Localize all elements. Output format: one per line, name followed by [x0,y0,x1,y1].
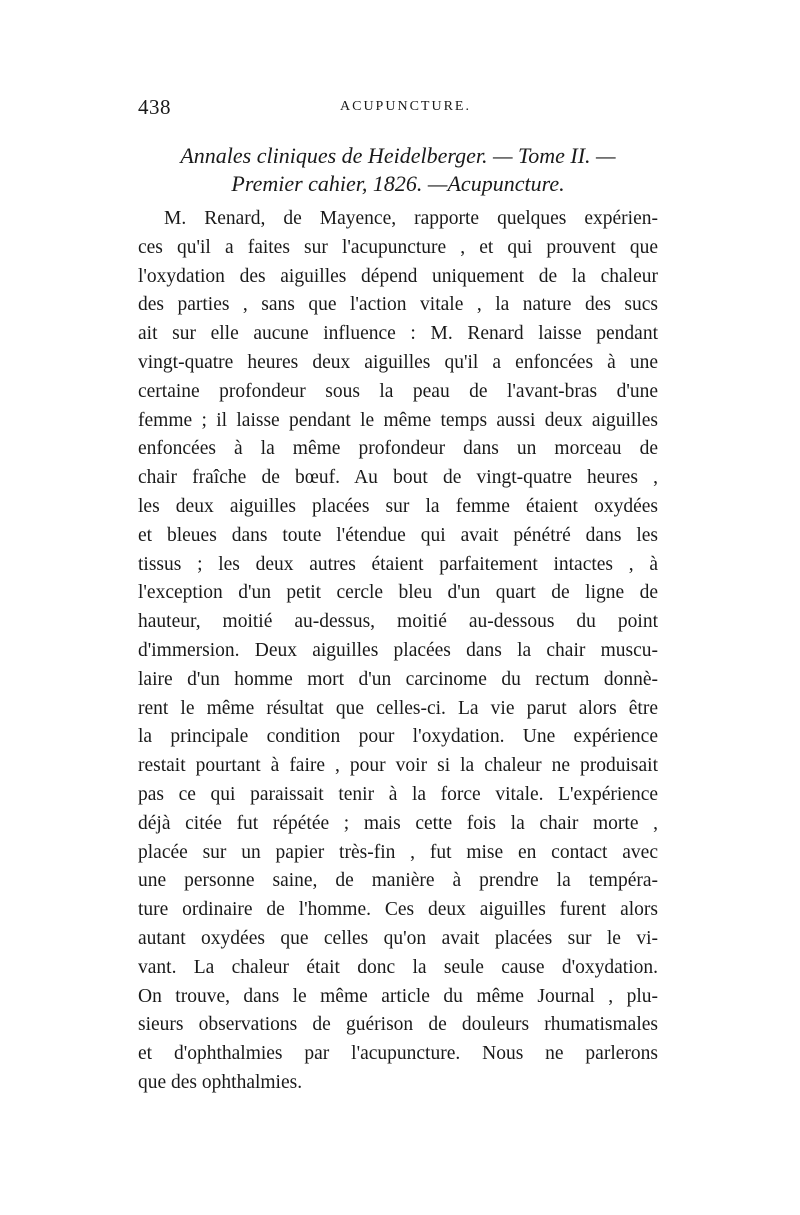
text-line: M. Renard, de Mayence, rapporte quelques expérien- [164,208,658,229]
text-line: les deux aiguilles placées sur la femme étaient oxydées [138,495,658,517]
text-line: déjà citée fut répétée ; mais cette fois la chair morte , [138,812,658,834]
text-line: chair fraîche de bœuf. Au bout de vingt-quatre heures , [138,467,658,489]
text-line: des parties , sans que l'action vitale , la nature des sucs [138,294,658,316]
text-line: autant oxydées que celles qu'on avait placées sur le vi- [138,927,658,949]
text-line: vingt-quatre heures deux aiguilles qu'il a enfoncées à une [138,351,658,373]
text-line: restait pourtant à faire , pour voir si la chaleur ne produisait [138,755,658,777]
journal-citation [138,142,658,198]
citation-line: Annales cliniques de Heidelberger. — Tome II. — [180,143,616,168]
text-line: hauteur, moitié au-dessus, moitié au-dessous du point [138,611,658,633]
page-number: 438 [138,95,171,119]
running-title: ACUPUNCTURE. [340,99,471,114]
text-line: et d'ophthalmies par l'acupuncture. Nous ne parlerons [138,1043,658,1065]
text-line: ture ordinaire de l'homme. Ces deux aiguilles furent alors [138,899,658,921]
text-line: pas ce qui paraissait tenir à la force vitale. L'expérience [138,783,658,805]
running-head [138,95,658,123]
text-line: tissus ; les deux autres étaient parfaitement intactes , à [138,553,658,575]
text-line: l'oxydation des aiguilles dépend uniquement de la chaleur [138,265,658,287]
text-line: laire d'un homme mort d'un carcinome du rectum donnè- [138,668,658,690]
text-line: d'immersion. Deux aiguilles placées dans la chair muscu- [138,639,658,661]
text-line: la principale condition pour l'oxydation. Une expérience [138,726,658,748]
text-line: vant. La chaleur était donc la seule cause d'oxydation. [138,956,658,978]
text-line: ces qu'il a faites sur l'acupuncture , et qui prouvent que [138,236,658,258]
text-line: sieurs observations de guérison de douleurs rhumatismales [138,1014,658,1036]
text-line: On trouve, dans le même article du même Journal , plu- [138,985,658,1007]
text-line: une personne saine, de manière à prendre la tempéra- [138,870,658,892]
citation-line: Premier cahier, 1826. —Acupuncture. [231,171,565,196]
text-line: que des ophthalmies. [138,1071,303,1093]
text-line: femme ; il laisse pendant le même temps aussi deux aiguilles [138,409,658,431]
text-line: et bleues dans toute l'étendue qui avait pénétré dans les [138,524,658,546]
text-line: placée sur un papier très-fin , fut mise en contact avec [138,841,658,863]
text-line: certaine profondeur sous la peau de l'avant-bras d'une [138,380,658,402]
text-line: ait sur elle aucune influence : M. Renard laisse pendant [138,323,658,345]
text-line: enfoncées à la même profondeur dans un morceau de [138,438,658,460]
text-line: rent le même résultat que celles-ci. La vie parut alors être [138,697,658,719]
text-line: l'exception d'un petit cercle bleu d'un quart de ligne de [138,582,658,604]
body-paragraph [138,205,658,1098]
